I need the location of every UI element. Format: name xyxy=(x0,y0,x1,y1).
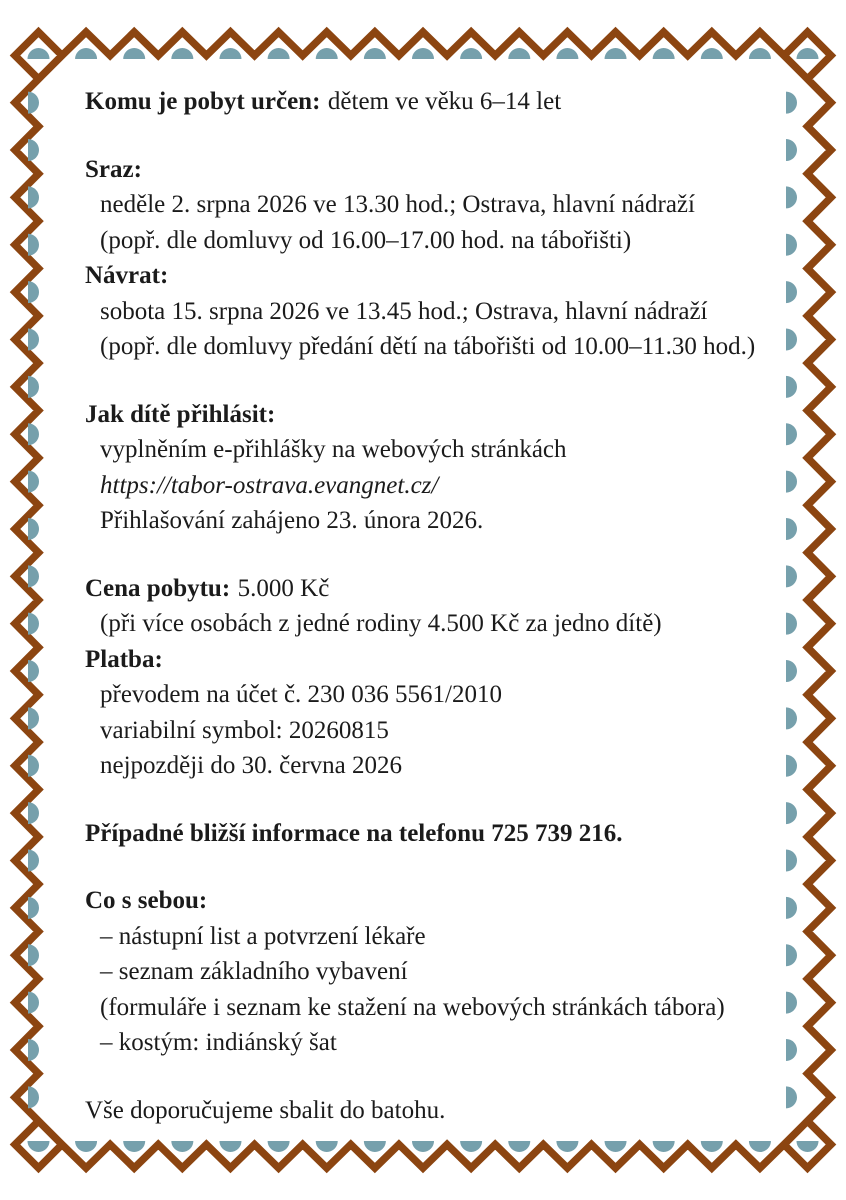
intro-text: dětem ve věku 6–14 let xyxy=(327,88,562,115)
footer-line: Vše doporučujeme sbalit do batohu. xyxy=(85,1096,446,1124)
registration-url: https://tabor-ostrava.evangnet.cz/ xyxy=(100,471,439,499)
price-heading-line xyxy=(85,571,796,607)
packing-item: – kostým: indiánský šat xyxy=(100,1029,337,1056)
packing-item: – nástupní list a potvrzení lékaře xyxy=(100,922,426,950)
price-discount: (při více osobách z jedné rodiny 4.500 Kč za jedno dítě) xyxy=(100,610,662,637)
section-footer xyxy=(85,1093,796,1129)
payment-account: převodem na účet č. 230 036 5561/2010 xyxy=(100,681,502,708)
registration-line3: Přihlašování zahájeno 23. února 2026. xyxy=(100,507,484,534)
price-label: Cena pobytu: xyxy=(85,574,231,602)
sraz-line1: neděle 2. srpna 2026 ve 13.30 hod.; Ostrava, hlavní nádraží xyxy=(100,191,695,218)
contact-line: Případné bližší informace na telefonu 725 739 216. xyxy=(85,819,623,847)
payment-symbol: variabilní symbol: 20260815 xyxy=(100,716,389,744)
section-price xyxy=(85,571,796,784)
navrat-heading: Návrat: xyxy=(85,262,169,289)
section-packing xyxy=(85,883,796,1061)
packing-heading: Co s sebou: xyxy=(85,887,208,914)
section-meeting xyxy=(85,152,796,365)
price-value: 5.000 Kč xyxy=(237,574,330,602)
sraz-line2: (popř. dle domluvy od 16.00–17.00 hod. na tábořišti) xyxy=(100,226,632,254)
navrat-line1: sobota 15. srpna 2026 ve 13.45 hod.; Ostrava, hlavní nádraží xyxy=(100,297,708,325)
intro-label: Komu je pobyt určen: xyxy=(85,88,321,115)
section-contact xyxy=(85,816,796,852)
navrat-line2: (popř. dle domluvy předání dětí na tábořišti od 10.00–11.30 hod.) xyxy=(100,333,756,360)
registration-url-line xyxy=(85,468,796,504)
payment-deadline: nejpozději do 30. června 2026 xyxy=(100,752,402,779)
intro-line xyxy=(85,84,796,120)
packing-item: – seznam základního vybavení xyxy=(100,958,408,985)
packing-note: (formuláře i seznam ke stažení na webových stránkách tábora) xyxy=(100,993,725,1021)
flyer-content xyxy=(85,84,796,1128)
sraz-heading: Sraz: xyxy=(85,155,142,183)
registration-line1: vyplněním e-přihlášky na webových stránkách xyxy=(100,436,567,463)
section-registration xyxy=(85,397,796,539)
registration-heading: Jak dítě přihlásit: xyxy=(85,400,276,428)
platba-heading: Platba: xyxy=(85,645,163,673)
